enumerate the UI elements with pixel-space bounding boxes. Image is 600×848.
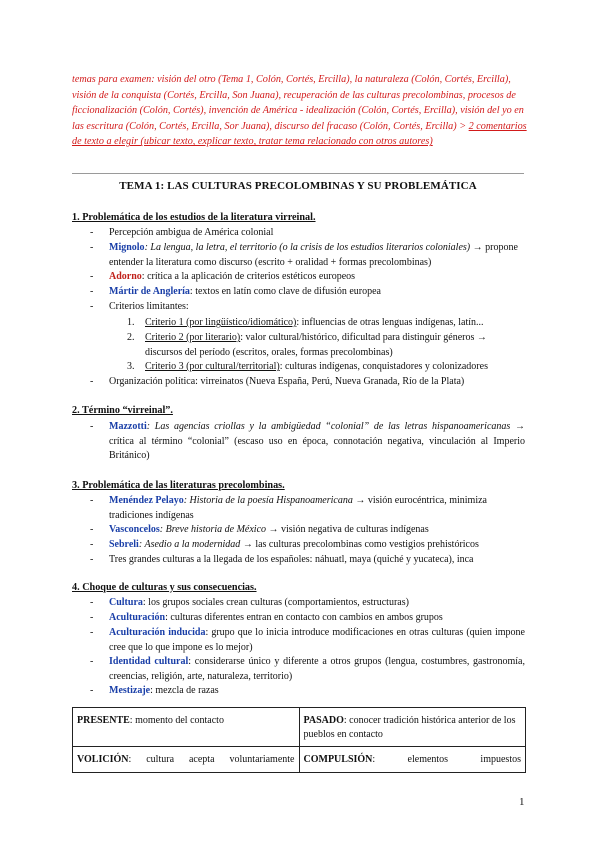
table-row: [73, 708, 526, 747]
author-name: Menéndez Pelayo: [109, 495, 184, 506]
page-title: TEMA 1: LAS CULTURAS PRECOLOMBINAS Y SU PROBLEMÁTICA: [119, 180, 477, 192]
bullet-dash: -: [90, 227, 94, 238]
item-text: : culturas diferentes entran en contacto con cambios en ambos grupos: [165, 612, 443, 623]
list-item: [109, 270, 525, 285]
criterion-number: 3.: [127, 361, 135, 372]
author-name: Mártir de Anglería: [109, 286, 190, 297]
section-2-heading: 2. Término “virreinal”.: [72, 405, 173, 416]
criterion-number: 2.: [127, 332, 135, 343]
work-title: : Las agencias criollas y la ambigüedad “colonial” de las letras hispanoamericanas: [146, 421, 511, 432]
cell-label: VOLICIÓN: [77, 754, 129, 765]
item-text: : textos en latín como clave de difusión europea: [189, 286, 381, 297]
cell-text: : conocer tradición histórica anterior de los pueblos en contacto: [303, 715, 516, 740]
section-3-heading: 3. Problemática de las literaturas precolombinas.: [72, 480, 285, 491]
bullet-dash: -: [90, 612, 94, 623]
list-item: [109, 596, 525, 611]
work-title: : Breve historia de México: [159, 524, 267, 535]
list-item: [109, 684, 525, 699]
item-text: : considerarse único y diferente a otros grupos (lengua, costumbres, gastronomía, creencias, religión, arte, naturaleza, territorio): [109, 656, 525, 682]
cell-text: : momento del contacto: [129, 715, 224, 726]
author-name: Mignolo: [109, 242, 145, 253]
table-cell: [299, 708, 526, 747]
term-name: Identidad cultural: [109, 656, 189, 667]
exam-topics-note: [72, 72, 527, 150]
term-name: Aculturación: [109, 612, 166, 623]
list-item: [109, 241, 525, 270]
cell-label: PRESENTE: [77, 715, 130, 726]
bullet-dash: -: [90, 242, 94, 253]
section-4-heading: 4. Choque de culturas y sus consecuencias.: [72, 582, 257, 593]
criterion-label: Criterio 2 (por literario): [145, 332, 241, 343]
list-item: Organización política: virreinatos (Nueva España, Perú, Nueva Granada, Río de la Plata): [109, 376, 465, 387]
criterion-item: [145, 360, 525, 375]
criterion-label: Criterio 3 (por cultural/territorial): [145, 361, 280, 372]
bullet-dash: -: [90, 685, 94, 696]
item-text: → visión eurocéntrica, minimiza tradiciones indígenas: [109, 495, 487, 521]
exam-topics-text: temas para examen: visión del otro (Tema 1, Colón, Cortés, Ercilla), la naturaleza (Colón, Cortés, Ercilla), visión de la conquista (Cortés, Ercilla, Son Juana), recuperación de las culturas precolombinas, procesos de ficcionalización (Colón, Cortés), invención de América - idealización (Colón, Cortés, Ercilla), visión del yo en las escritura (Colón, Cortés, Ercilla, Sor Juana), discurso del fracaso (Colón, Cortés, Ercilla) >: [72, 74, 524, 132]
author-name: Adorno: [109, 271, 142, 282]
cell-label: PASADO: [303, 715, 344, 726]
bullet-dash: -: [90, 271, 94, 282]
list-item: [109, 285, 525, 300]
criterion-number: 1.: [127, 317, 135, 328]
criterion-text: : influencias de otras lenguas indígenas, latín...: [296, 317, 484, 328]
list-item: [109, 626, 525, 655]
bullet-dash: -: [90, 554, 94, 565]
work-title: : Asedio a la modernidad: [138, 539, 241, 550]
term-name: Mestizaje: [109, 685, 151, 696]
table-cell: [73, 708, 300, 747]
bullet-dash: -: [90, 597, 94, 608]
criterion-text: : valor cultural/histórico, dificultad para distinguir géneros → discursos del período (escritos, orales, formas precolombinas): [145, 332, 487, 358]
table-cell: [299, 747, 526, 773]
list-item: [109, 494, 525, 523]
item-text: : mezcla de razas: [150, 685, 219, 696]
exam-topics-underlined: 2 comentarios de texto a elegir (ubicar texto, explicar texto, tratar tema relacionado con otros autores): [72, 120, 527, 148]
cell-text: : elementos impuestos: [372, 754, 521, 765]
list-item: [109, 420, 525, 464]
bullet-dash: -: [90, 495, 94, 506]
criterion-item: [145, 331, 525, 360]
author-name: Sebreli: [109, 539, 139, 550]
horizontal-rule: [72, 173, 524, 174]
item-text: → visión negativa de culturas indígenas: [266, 524, 429, 535]
author-name: Vasconcelos: [109, 524, 160, 535]
term-name: Cultura: [109, 597, 143, 608]
item-text: : crítica a la aplicación de criterios estéticos europeos: [141, 271, 356, 282]
bullet-dash: -: [90, 421, 94, 432]
cell-label: COMPULSIÓN: [303, 754, 373, 765]
item-text: → crítica al término “colonial” (escaso uso en época, connotación negativa, vinculación al Imperio Británico): [109, 421, 526, 462]
list-item: [109, 611, 525, 626]
criterion-label: Criterio 1 (por lingüístico/idiomático): [145, 317, 297, 328]
work-title: : Historia de la poesía Hispanoamericana: [183, 495, 353, 506]
work-title: : La lengua, la letra, el territorio (o la crisis de los estudios literarios coloniales): [144, 242, 471, 253]
section-1-heading: 1. Problemática de los estudios de la literatura virreinal.: [72, 212, 316, 223]
bullet-dash: -: [90, 539, 94, 550]
list-item: Criterios limitantes:: [109, 301, 189, 312]
bullet-dash: -: [90, 301, 94, 312]
author-name: Mazzotti: [109, 421, 147, 432]
table-cell: [73, 747, 300, 773]
list-item: [109, 523, 525, 538]
bullet-dash: -: [90, 286, 94, 297]
item-text: → propone entender la literatura como discurso (escrito + oralidad + formas precolombinas): [109, 242, 518, 268]
list-item: [109, 538, 525, 553]
item-text: → las culturas precolombinas como vestigios prehistóricos: [240, 539, 479, 550]
bullet-dash: -: [90, 524, 94, 535]
term-name: Aculturación inducida: [109, 627, 206, 638]
list-item: Percepción ambigua de América colonial: [109, 227, 274, 238]
contact-table: [72, 707, 526, 773]
bullet-dash: -: [90, 627, 94, 638]
bullet-dash: -: [90, 656, 94, 667]
item-text: : los grupos sociales crean culturas (comportamientos, estructuras): [142, 597, 409, 608]
table-row: [73, 747, 526, 773]
list-item: Tres grandes culturas a la llegada de los españoles: náhuatl, maya (quiché y yucateca), inca: [109, 554, 474, 565]
page-number: 1: [519, 796, 525, 808]
bullet-dash: -: [90, 376, 94, 387]
cell-text: : cultura acepta voluntariamente: [128, 754, 295, 765]
item-text: : grupo que lo inicia introduce modificaciones en otras culturas (quien impone cree que lo que impone es lo mejor): [109, 627, 525, 653]
list-item: [109, 655, 525, 684]
criterion-text: : culturas indígenas, conquistadores y colonizadores: [279, 361, 488, 372]
criterion-item: [145, 316, 525, 331]
